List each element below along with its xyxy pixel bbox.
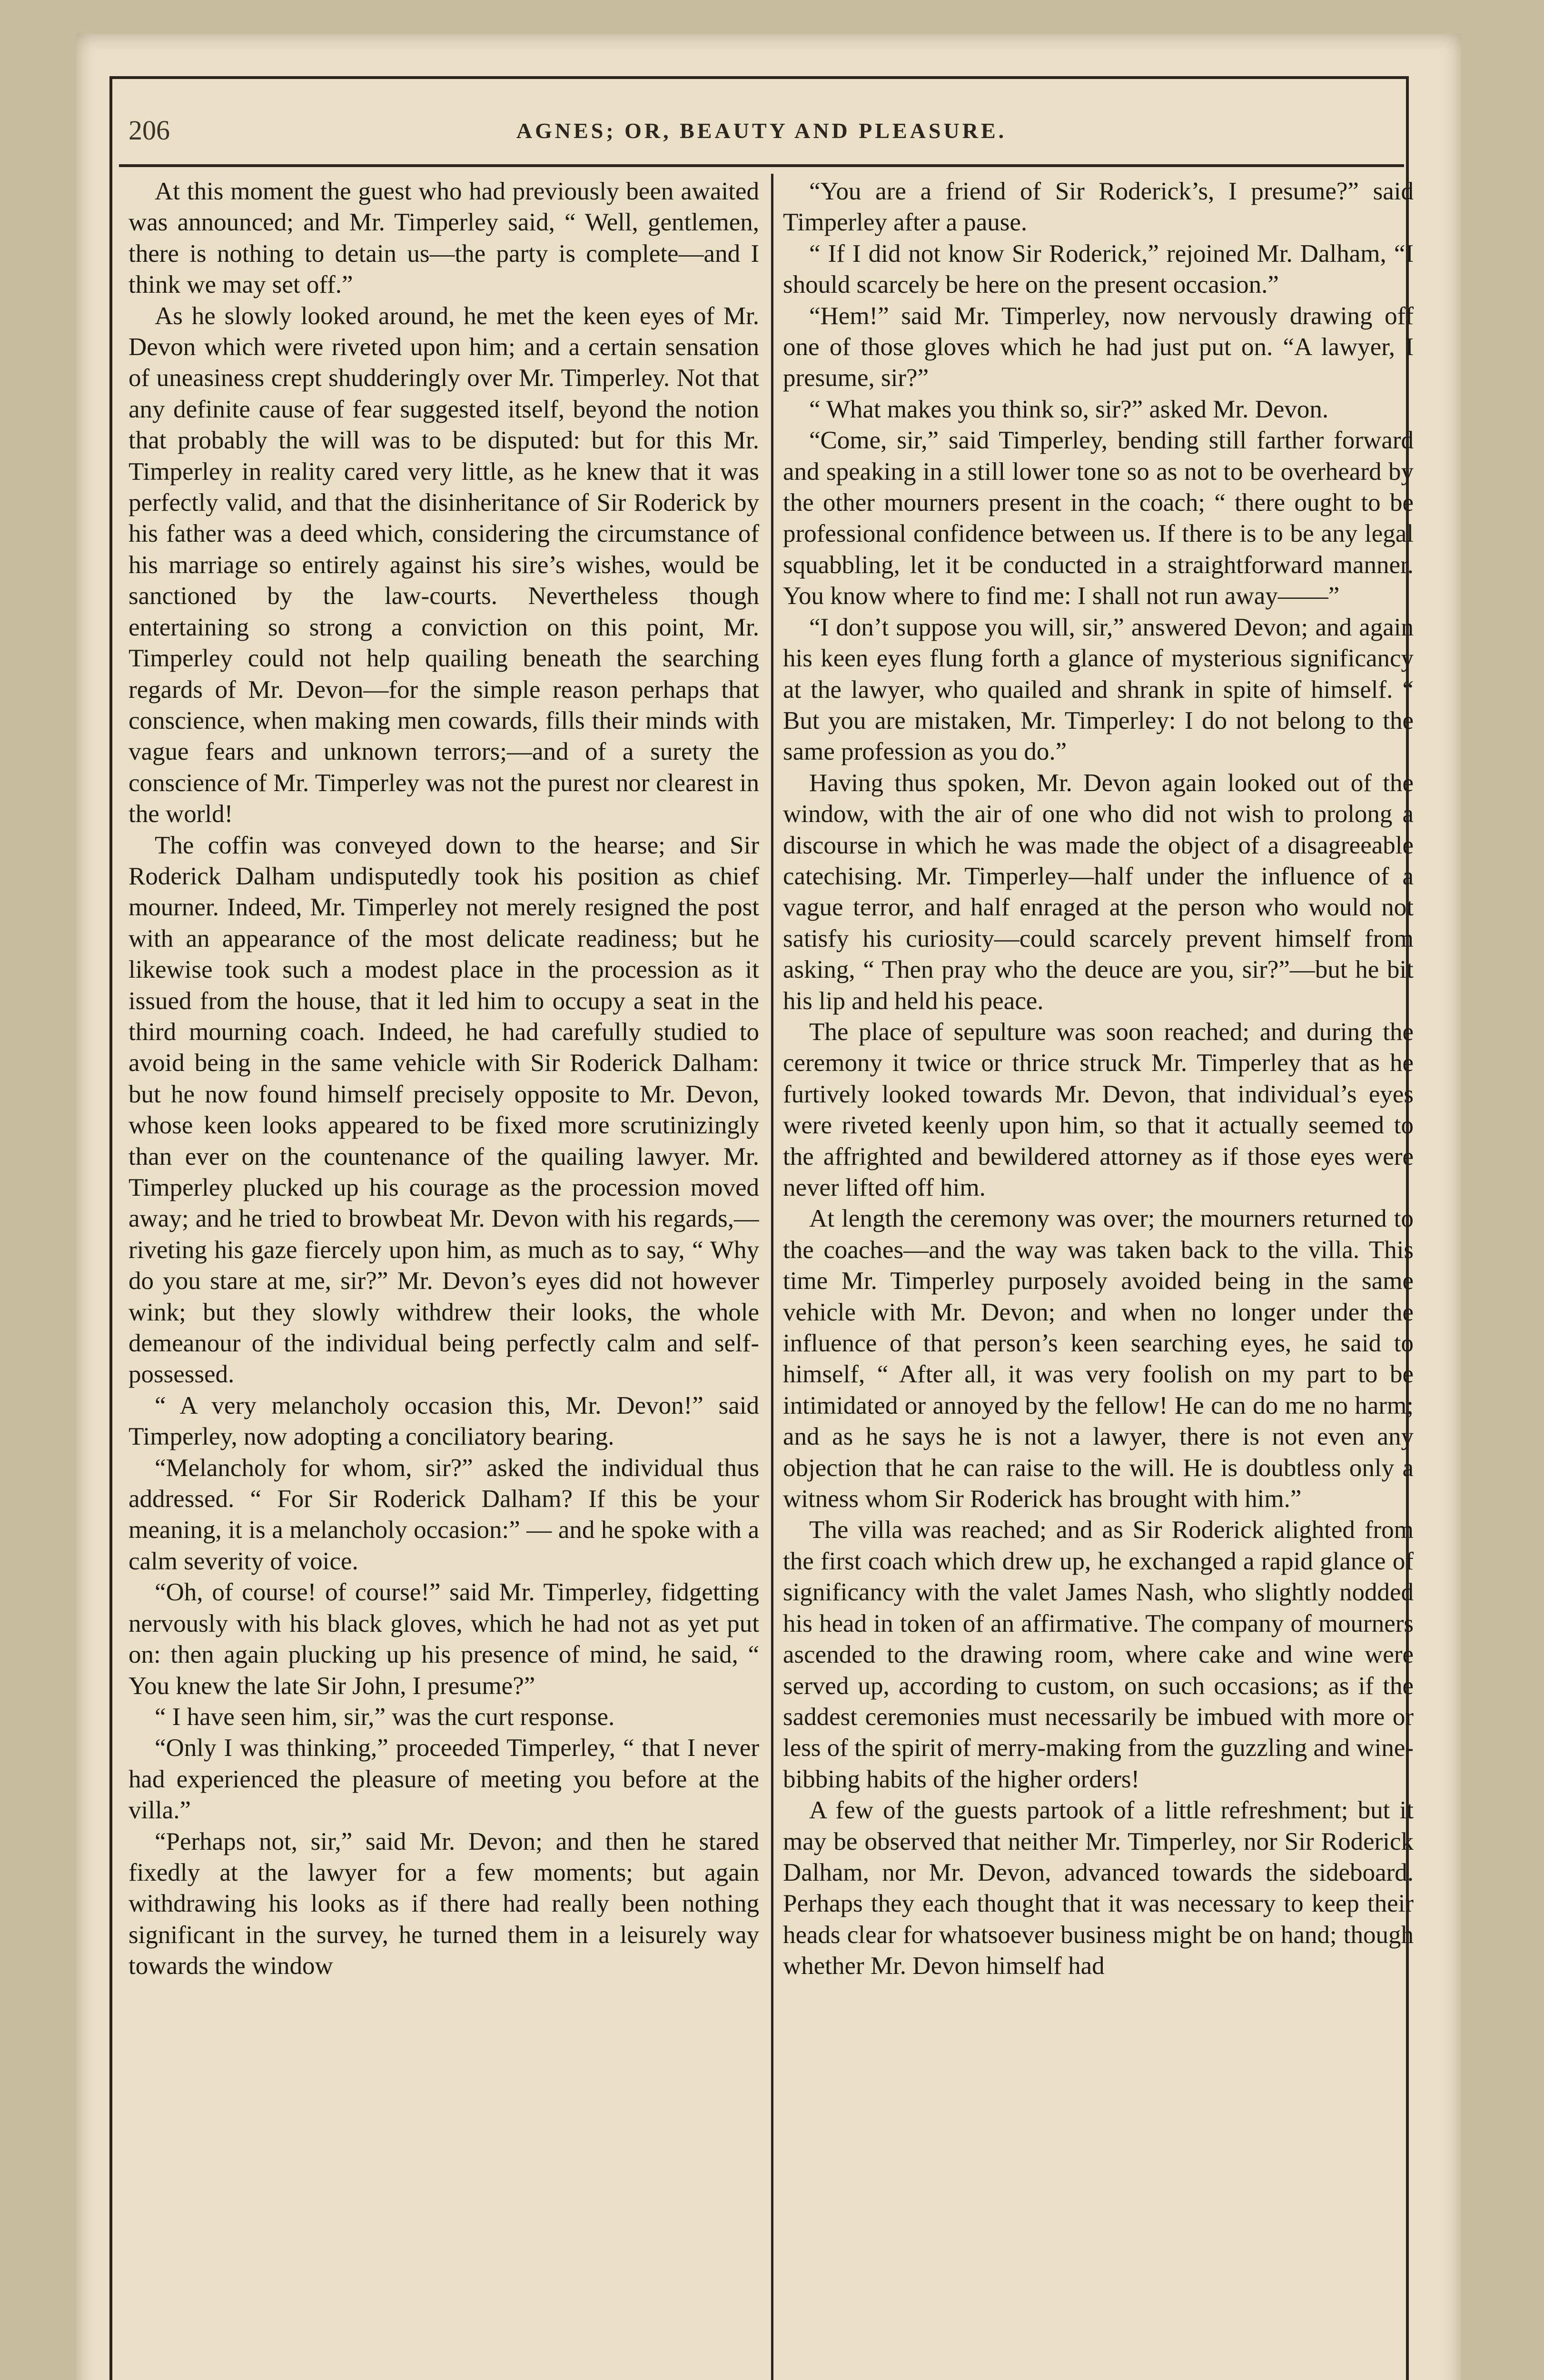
- paragraph: “ If I did not know Sir Roderick,” rejoined Mr. Dalham, “I should scarcely be here on the present occasion.”: [783, 239, 1414, 299]
- paragraph: “I don’t suppose you will, sir,” answered Devon; and again his keen eyes flung forth a glance of mysterious significancy at the lawyer, who quailed and shrank in spite of himself. “ But you are mistaken, Mr. Timperley: I do not belong to the same profession as you do.”: [783, 613, 1414, 766]
- paragraph: “Only I was thinking,” proceeded Timperley, “ that I never had experienced the pleasure of meeting you before at the villa.”: [129, 1734, 759, 1825]
- paragraph: “You are a friend of Sir Roderick’s, I presume?” said Timperley after a pause.: [783, 178, 1414, 237]
- paragraph: “ I have seen him, sir,” was the curt response.: [155, 1703, 615, 1731]
- paragraph: At this moment the guest who had previously been awaited was announced; and Mr. Timperley said, “ Well, gentlemen, there is nothing to detain us—the party is complete—and I think we may set off.”: [129, 178, 759, 299]
- right-column: [783, 176, 1414, 2380]
- paragraph: “Hem!” said Mr. Timperley, now nervously drawing off one of those gloves which he had just put on. “A lawyer, I presume, sir?”: [783, 302, 1414, 392]
- page-number: 206: [129, 115, 170, 146]
- paragraph: At length the ceremony was over; the mourners returned to the coaches—and the way was taken back to the villa. This time Mr. Timperley purposely avoided being in the same vehicle with Mr. Devon; and when no longer under the influence of that person’s keen searching eyes, he said to himself, “ After all, it was very foolish on my part to be intimidated or annoyed by the fellow! He can do me no harm; and as he says he is not a lawyer, there is not even any objection that he can raise to the will. He is doubtless only a witness whom Sir Roderick has brought with him.”: [783, 1205, 1414, 1513]
- paragraph: “ What makes you think so, sir?” asked Mr. Devon.: [809, 395, 1329, 423]
- left-column: [129, 176, 759, 2380]
- column-divider: [771, 174, 773, 2380]
- paragraph: “ A very melancholy occasion this, Mr. Devon!” said Timperley, now adopting a conciliatory bearing.: [129, 1391, 759, 1451]
- header-rule: [119, 164, 1404, 167]
- paragraph: “Melancholy for whom, sir?” asked the individual thus addressed. “ For Sir Roderick Dalham? If this be your meaning, it is a melancholy occasion:” — and he spoke with a calm severity of voice.: [129, 1454, 759, 1575]
- paragraph: “Oh, of course! of course!” said Mr. Timperley, fidgetting nervously with his black gloves, which he had not as yet put on: then again plucking up his presence of mind, he said, “ You knew the late Sir John, I presume?”: [129, 1578, 759, 1700]
- paragraph: “Come, sir,” said Timperley, bending still farther forward and speaking in a still lower tone so as not to be overheard by the other mourners present in the coach; “ there ought to be professional confidence between us. If there is to be any legal squabbling, let it be conducted in a straightforward manner. You know where to find me: I shall not run away——”: [783, 426, 1414, 610]
- paragraph: Having thus spoken, Mr. Devon again looked out of the window, with the air of one who did not wish to prolong a discourse in which he was made the object of a disagreeable catechising. Mr. Timperley—half under the influence of a vague terror, and half enraged at the person who would not satisfy his curiosity—could scarcely prevent himself from asking, “ Then pray who the deuce are you, sir?”—but he bit his lip and held his peace.: [783, 769, 1414, 1015]
- page-header: [129, 105, 1395, 162]
- paragraph: As he slowly looked around, he met the keen eyes of Mr. Devon which were riveted upon him; and a certain sensation of uneasiness crept shudderingly over Mr. Timperley. Not that any definite cause of fear suggested itself, beyond the notion that probably the will was to be disputed: but for this Mr. Timperley in reality cared very little, as he knew that it was perfectly valid, and that the disinheritance of Sir Roderick by his father was a deed which, considering the circumstance of his marriage so entirely against his sire’s wishes, would be sanctioned by the law-courts. Nevertheless though entertaining so strong a conviction on this point, Mr. Timperley could not help quailing beneath the searching regards of Mr. Devon—for the simple reason perhaps that conscience, when making men cowards, fills their minds with vague fears and unknown terrors;—and of a surety the conscience of Mr. Timperley was not the purest nor clearest in the world!: [129, 302, 759, 828]
- paragraph: The place of sepulture was soon reached; and during the ceremony it twice or thrice struck Mr. Timperley that as he furtively looked towards Mr. Devon, that individual’s eyes were riveted keenly upon him, so that it actually seemed to the affrighted and bewildered attorney as if those eyes were never lifted off him.: [783, 1018, 1414, 1201]
- paragraph: A few of the guests partook of a little refreshment; but it may be observed that neither Mr. Timperley, nor Sir Roderick Dalham, nor Mr. Devon, advanced towards the sideboard. Perhaps they each thought that it was necessary to keep their heads clear for whatsoever business might be on hand; though whether Mr. Devon himself had: [783, 1796, 1414, 1980]
- paragraph: The villa was reached; and as Sir Roderick alighted from the first coach which drew up, he exchanged a rapid glance of significancy with the valet James Nash, who slightly nodded his head in token of an affirmative. The company of mourners ascended to the drawing room, where cake and wine were served up, according to custom, on such occasions; as if the saddest ceremonies must necessarily be imbued with more or less of the spirit of merry-making from the guzzling and wine-bibbing habits of the higher orders!: [783, 1516, 1414, 1793]
- paragraph: The coffin was conveyed down to the hearse; and Sir Roderick Dalham undisputedly took his position as chief mourner. Indeed, Mr. Timperley not merely resigned the post with an appearance of the most delicate readiness; but he likewise took such a modest place in the procession as it issued from the house, that it led him to occupy a seat in the third mourning coach. Indeed, he had carefully studied to avoid being in the same vehicle with Sir Roderick Dalham: but he now found himself precisely opposite to Mr. Devon, whose keen looks appeared to be fixed more scrutinizingly than ever on the countenance of the quailing lawyer. Mr. Timperley plucked up his courage as the procession moved away; and he tried to browbeat Mr. Devon with his regards,—riveting his gaze fiercely upon him, as much as to say, “ Why do you stare at me, sir?” Mr. Devon’s eyes did not however wink; but they slowly withdrew their looks, the whole demeanour of the individual being perfectly calm and self-possessed.: [129, 831, 759, 1388]
- running-head: AGNES; OR, BEAUTY AND PLEASURE.: [516, 119, 1007, 143]
- paragraph: “Perhaps not, sir,” said Mr. Devon; and then he stared fixedly at the lawyer for a few moments; but again withdrawing his looks as if there had really been nothing significant in the survey, he turned them in a leisurely way towards the window: [129, 1827, 759, 1980]
